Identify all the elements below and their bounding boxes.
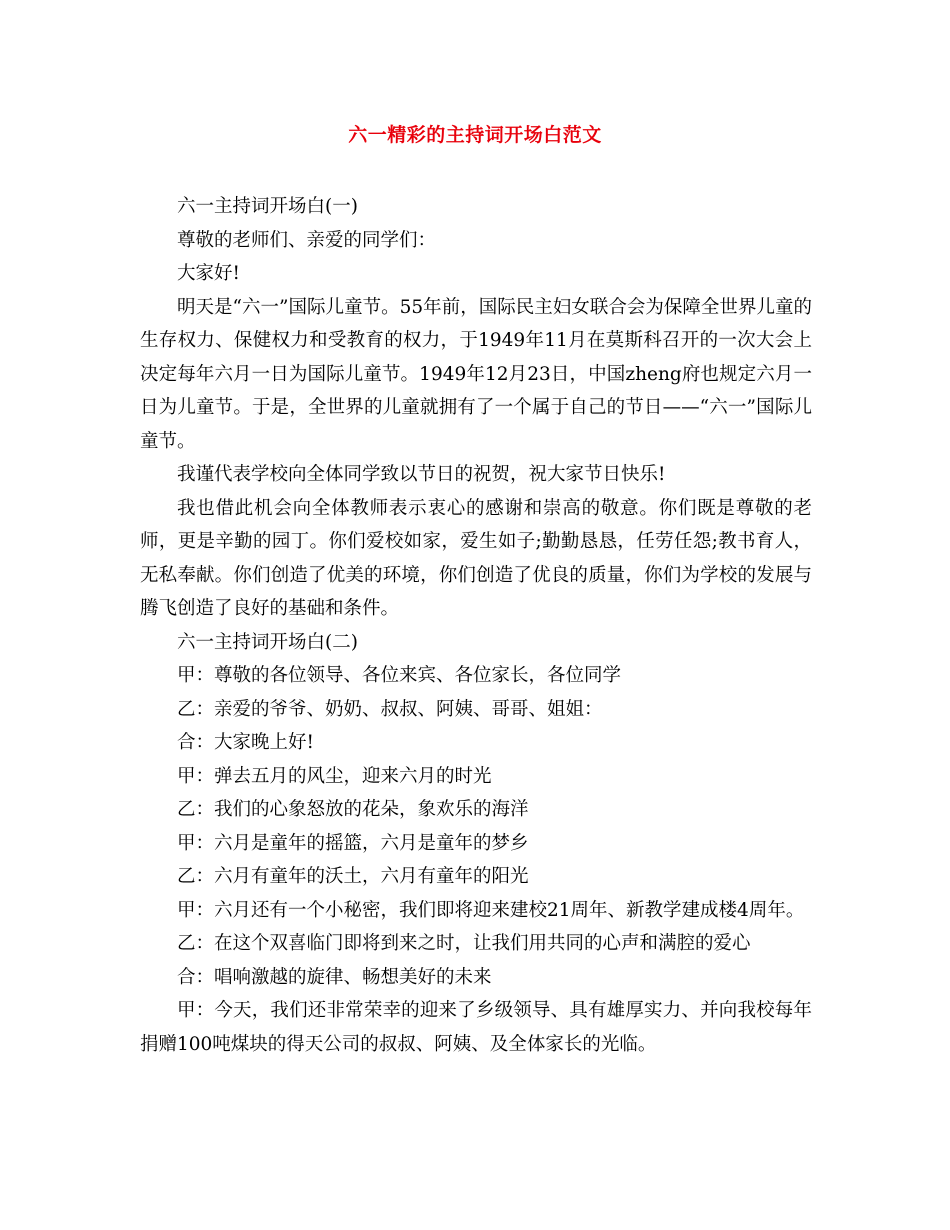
dialogue-line: 甲：六月是童年的摇篮，六月是童年的梦乡	[177, 832, 529, 854]
document-body	[140, 190, 812, 1061]
paragraph: 尊敬的老师们、亲爱的同学们：	[177, 229, 437, 251]
dialogue-line: 乙：亲爱的爷爷、奶奶、叔叔、阿姨、哥哥、姐姐：	[177, 698, 603, 720]
dialogue-line: 合：大家晚上好!	[177, 732, 314, 753]
dialogue-line: 乙：六月有童年的沃土，六月有童年的阳光	[177, 866, 529, 887]
dialogue-line: 乙：在这个双喜临门即将到来之时，让我们用共同的心声和满腔的爱心	[177, 933, 751, 954]
dialogue-line: 甲：六月还有一个小秘密，我们即将迎来建校21周年、新教学建成楼4周年。	[177, 899, 805, 921]
dialogue-line: 合：唱响激越的旋律、畅想美好的未来	[177, 966, 492, 988]
dialogue-line: 甲：尊敬的各位领导、各位来宾、各位家长，各位同学	[177, 665, 622, 686]
dialogue-line: 乙：我们的心象怒放的花朵，象欢乐的海洋	[177, 799, 529, 820]
paragraph: 我也借此机会向全体教师表示衷心的感谢和崇高的敬意。你们既是尊敬的老师，更是辛勤的园丁。你们爱校如家，爱生如子;勤勤恳恳，任劳任怨;教书育人，无私奉献。你们创造了优美的环境，你们创造了优良的质量，你们为学校的发展与腾飞创造了良好的基础和条件。	[140, 497, 812, 619]
dialogue-line: 甲：弹去五月的风尘，迎来六月的时光	[177, 765, 492, 787]
paragraph: 大家好!	[177, 263, 240, 284]
dialogue-line: 甲：今天，我们还非常荣幸的迎来了乡级领导、具有雄厚实力、并向我校每年捐赠100吨煤块的得天公司的叔叔、阿姨、及全体家长的光临。	[140, 1000, 812, 1055]
section-heading-1: 六一主持词开场白(一)	[177, 196, 358, 217]
paragraph: 明天是“六一”国际儿童节。55年前，国际民主妇女联合会为保障全世界儿童的生存权力、保健权力和受教育的权力，于1949年11月在莫斯科召开的一次大会上决定每年六月一日为国际儿童节。1949年12月23日，中国zheng府也规定六月一日为儿童节。于是，全世界的儿童就拥有了一个属于自己的节日——“六一”国际儿童节。	[140, 296, 812, 452]
paragraph: 我谨代表学校向全体同学致以节日的祝贺，祝大家节日快乐!	[177, 464, 666, 485]
section-heading-2: 六一主持词开场白(二)	[177, 631, 358, 653]
document-title: 六一精彩的主持词开场白范文	[348, 124, 602, 146]
